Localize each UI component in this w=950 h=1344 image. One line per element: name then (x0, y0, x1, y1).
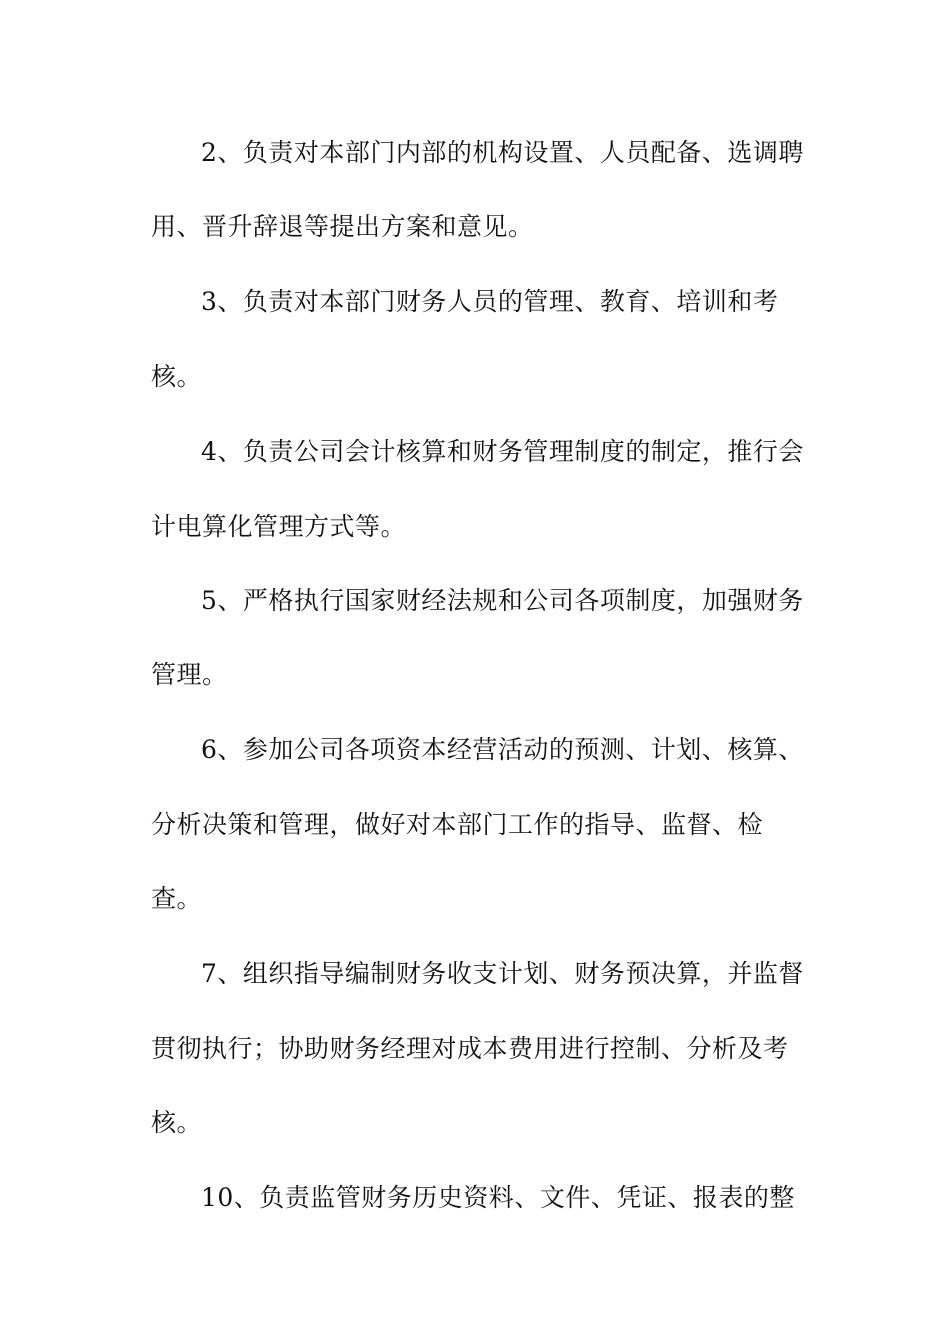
paragraph-2-line-1: 2、负责对本部门内部的机构设置、人员配备、选调聘 (201, 138, 804, 167)
paragraph-10-line-1: 10、负责监管财务历史资料、文件、凭证、报表的整 (201, 1183, 795, 1212)
paragraph-7-line-3: 核。 (151, 1108, 203, 1137)
paragraph-2-line-2: 用、晋升辞退等提出方案和意见。 (151, 212, 534, 241)
paragraph-3-line-2: 核。 (151, 362, 203, 391)
paragraph-6-line-3: 查。 (151, 884, 203, 913)
paragraph-6-line-1: 6、参加公司各项资本经营活动的预测、计划、核算、 (201, 735, 804, 764)
paragraph-7-line-1: 7、组织指导编制财务收支计划、财务预决算，并监督 (201, 959, 804, 988)
paragraph-3-line-1: 3、负责对本部门财务人员的管理、教育、培训和考 (201, 287, 779, 316)
paragraph-7-line-2: 贯彻执行；协助财务经理对成本费用进行控制、分析及考 (151, 1034, 789, 1063)
paragraph-5-line-2: 管理。 (151, 660, 228, 689)
paragraph-4-line-2: 计电算化管理方式等。 (151, 512, 407, 541)
paragraph-5-line-1: 5、严格执行国家财经法规和公司各项制度，加强财务 (201, 586, 804, 615)
paragraph-4-line-1: 4、负责公司会计核算和财务管理制度的制定，推行会 (201, 437, 804, 466)
paragraph-6-line-2: 分析决策和管理，做好对本部门工作的指导、监督、检 (151, 810, 764, 839)
